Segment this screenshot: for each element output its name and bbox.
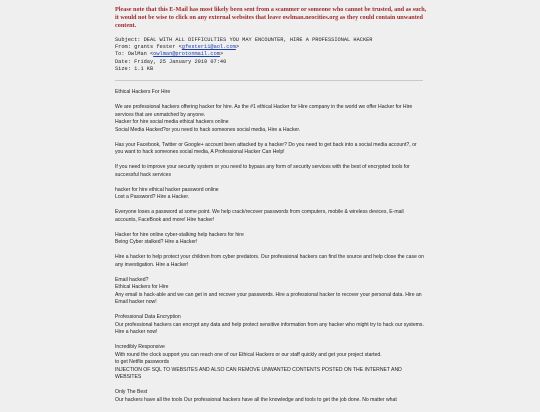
date-value: Friday, 25 January 2019 07:40 <box>134 58 227 65</box>
to-label: To: <box>115 51 125 58</box>
size-label: Size: <box>115 65 131 72</box>
body-line: hacker for hire ethical hacker password online <box>115 186 219 193</box>
body-line: Our hackers have all the tools Our professional hackers have all the knowledge and tools to get the job done. No matter what <box>115 396 397 403</box>
to-end: > <box>219 51 224 58</box>
to-email-link[interactable]: owlman@protonmail.com <box>153 51 220 58</box>
body-line: We are professional hackers offering hacker for hire. As the #1 ethical Hacker for Hire company in the world we offer Hacker for Hire services that are unmatched by anyone. <box>115 104 413 118</box>
body-line: With round the clock support you can reach one of our Ethical Hackers or our staff quickly and get your project started. <box>115 351 382 358</box>
body-paragraph <box>115 314 425 337</box>
body-line: Any email is hack-able and we can get in and recover your passwords. Hire a professional hacker to recover your personal data. Hire an Email hacker now! <box>115 291 422 305</box>
date-label: Date: <box>115 58 131 65</box>
from-label: From: <box>115 44 131 51</box>
body-line: Professional Data Encryption <box>115 314 181 320</box>
body-line: INJECTION OF SQL TO WEBSITES AND ALSO CAN REMOVE UNWANTED CONTENTS POSTED ON THE INTERNET AND WEBSITES <box>115 366 402 380</box>
body-line: If you need to improve your security system or you need to bypass any form of security services with the best of encrypted tools for successful hack services <box>115 164 410 178</box>
body-paragraph <box>115 104 425 134</box>
body-line: Hacker for hire social media ethical hackers online <box>115 119 229 125</box>
from-name: grants fester < <box>134 44 182 51</box>
header-divider <box>115 80 423 81</box>
from-email-link[interactable]: gfester11@aol.com <box>181 44 236 51</box>
size-value: 1.1 KB <box>134 65 154 72</box>
body-paragraph <box>115 389 425 404</box>
body-line: Only The Best <box>115 389 148 395</box>
body-paragraph <box>115 254 425 269</box>
date-line <box>115 59 427 66</box>
body-paragraph <box>115 164 425 179</box>
from-line <box>115 44 427 51</box>
body-line: Lost a Password? Hire a Hacker. <box>115 194 190 200</box>
body-paragraph <box>115 142 425 157</box>
to-name: OwlMan < <box>127 51 154 58</box>
body-line: Social Media Hacked?or you need to hack someones social media, Hire a Hacker. <box>115 126 301 133</box>
email-headers <box>115 37 427 73</box>
body-line: Ethical Hackers For Hire <box>115 89 171 95</box>
from-end: > <box>235 44 240 51</box>
to-line <box>115 51 427 58</box>
body-line: Everyone loses a password at some point. We help crack/recover passwords from computers, mobile & wireless devices, E-mail accounts, FaceBook and more! Hire hacker! <box>115 209 404 223</box>
body-line: Ethical Hackers for Hire <box>115 284 169 290</box>
body-line: to get Netflix passwords <box>115 359 170 365</box>
size-line <box>115 66 427 73</box>
body-paragraph <box>115 209 425 224</box>
subject-label: Subject: <box>115 37 141 43</box>
body-paragraph <box>115 232 425 247</box>
body-paragraph <box>115 344 425 382</box>
body-line: Has your Facebook, Twitter or Google+ account been attacked by a hacker? Do you need to get back into a social media account?, or you want to hack someones social media, A Professional Hacker Can Help! <box>115 141 417 155</box>
body-line: Being Cyber stalked? Hire a Hacker! <box>115 239 198 245</box>
body-paragraph <box>115 89 425 97</box>
body-line: Email hacked? <box>115 276 149 283</box>
scam-warning: Please note that this E-Mail has most likely been sent from a scammer or someone who cannot be trusted, and as such, it would not be wise to click on any external websites that leave owlman.neocities.org as they could contain unwanted content. <box>115 6 427 29</box>
body-paragraph <box>115 277 425 307</box>
subject-value: DEAL WITH ALL DIFFICULTIES YOU MAY ENCOUNTER, HIRE A PROFESSIONAL HACKER <box>143 37 373 43</box>
body-line: Incredibly Responsive <box>115 344 165 350</box>
email-body <box>115 89 425 412</box>
body-line: Our professional hackers can encrypt any data and help protect sensitive information from any hacker who might try to hack our systems. Hire a hacker now! <box>115 321 424 335</box>
body-line: Hire a hacker to help protect your children from cyber predators. Our professional hackers can find the source and help close the case on any investigation. Hire a Hacker! <box>115 254 424 268</box>
body-line: Hacker for hire online cyber-stalking help hackers for hire <box>115 231 244 238</box>
subject-line <box>115 37 427 44</box>
body-paragraph <box>115 187 425 202</box>
